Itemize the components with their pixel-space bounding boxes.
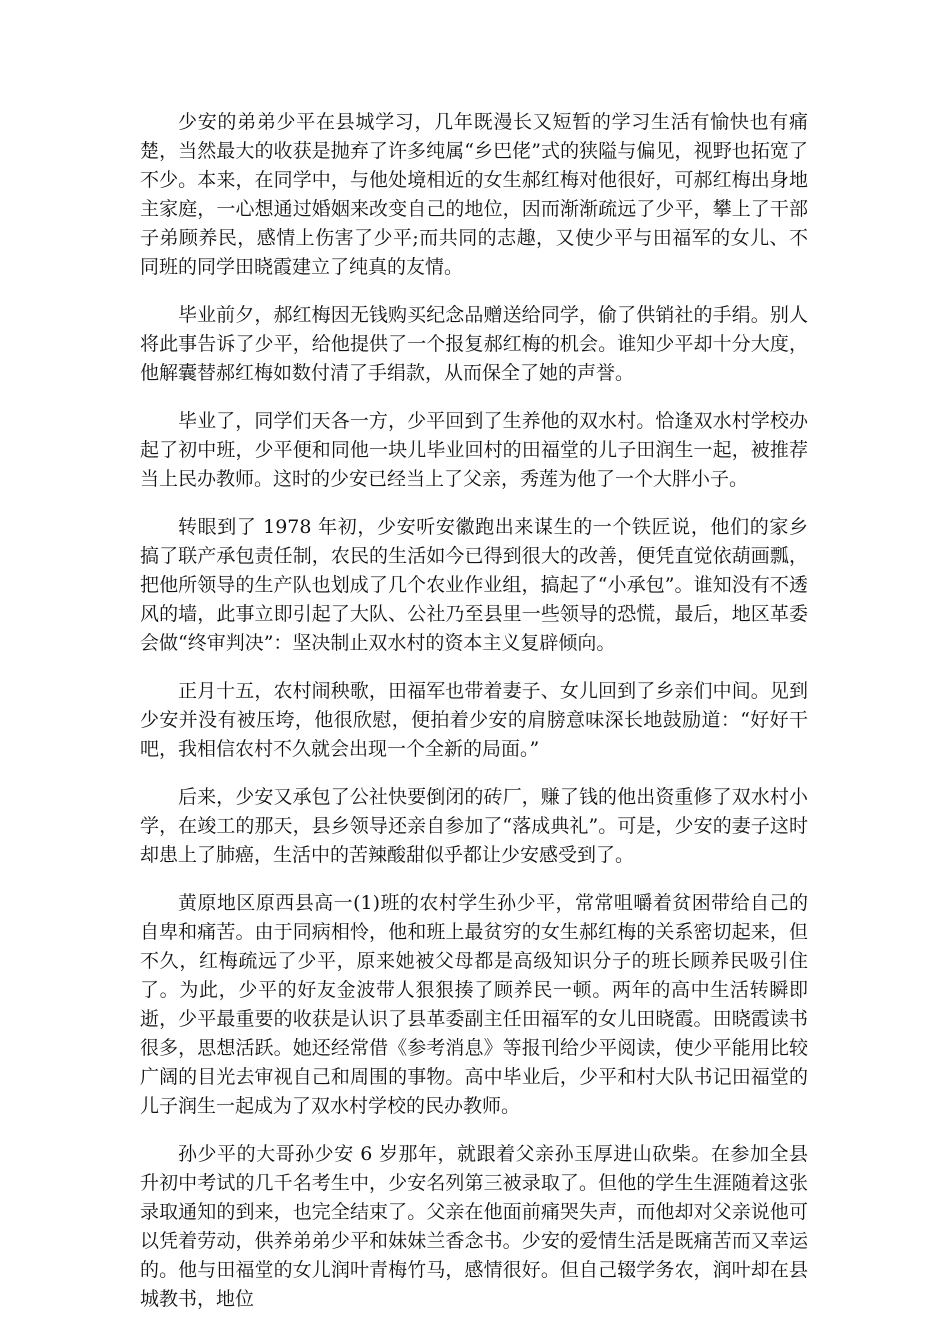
paragraph-6: 后来，少安又承包了公社快要倒闭的砖厂，赚了钱的他出资重修了双水村小学，在竣工的那天，县乡领导还亲自参加了“落成典礼”。可是，少安的妻子这时却患上了肺癌，生活中的苦辣酸甜似乎都让少安感受到了。 (140, 786, 808, 866)
paragraph-5: 正月十五，农村闹秧歌，田福军也带着妻子、女儿回到了乡亲们中间。见到少安并没有被压垮，他很欣慰，便拍着少安的肩膀意味深长地鼓励道：“好好干吧，我相信农村不久就会出现一个全新的局面。” (140, 680, 808, 760)
paragraph-8: 孙少平的大哥孙少安 6 岁那年，就跟着父亲孙玉厚进山砍柴。在参加全县升初中考试的几千名考生中，少安名列第三被录取了。但他的学生生涯随着这张录取通知的到来，也完全结束了。父亲在他面前痛哭失声，而他却对父亲说他可以凭着劳动，供养弟弟少平和妹妹兰香念书。少安的爱情生活是既痛苦而又幸运的。他与田福堂的女儿润叶青梅竹马，感情很好。但自己辍学务农，润叶却在县城教书，地位 (140, 1143, 808, 1310)
paragraph-3: 毕业了，同学们天各一方，少平回到了生养他的双水村。恰逢双水村学校办起了初中班，少平便和同他一块儿毕业回村的田福堂的儿子田润生一起，被推荐当上民办教师。这时的少安已经当上了父亲，秀莲为他了一个大胖小子。 (140, 410, 808, 490)
paragraph-4: 转眼到了 1978 年初，少安听安徽跑出来谋生的一个铁匠说，他们的家乡搞了联产承包责任制，农民的生活如今已得到很大的改善，便凭直觉依葫画瓢，把他所领导的生产队也划成了几个农业作业组，搞起了“小承包”。谁知没有不透风的墙，此事立即引起了大队、公社乃至县里一些领导的恐慌，最后，地区革委会做“终审判决”：坚决制止双水村的资本主义复辟倾向。 (140, 516, 808, 654)
document-body (140, 108, 808, 1333)
paragraph-1: 少安的弟弟少平在县城学习，几年既漫长又短暂的学习生活有愉快也有痛楚，当然最大的收获是抛弃了许多纯属“乡巴佬”式的狭隘与偏见，视野也拓宽了不少。本来，在同学中，与他处境相近的女生郝红梅对他很好，可郝红梅出身地主家庭，一心想通过婚姻来改变自己的地位，因而渐渐疏远了少平，攀上了干部子弟顾养民，感情上伤害了少平;而共同的志趣，又使少平与田福军的女儿、不同班的同学田晓霞建立了纯真的友情。 (140, 111, 808, 278)
paragraph-7: 黄原地区原西县高一(1)班的农村学生孙少平，常常咀嚼着贫困带给自己的自卑和痛苦。由于同病相怜，他和班上最贫穷的女生郝红梅的关系密切起来，但不久，红梅疏远了少平，原来她被父母都是高级知识分子的班长顾养民吸引住了。为此，少平的好友金波带人狠狠揍了顾养民一顿。两年的高中生活转瞬即逝，少平最重要的收获是认识了县革委副主任田福军的女儿田晓霞。田晓霞读书很多，思想活跃。她还经常借《参考消息》等报刊给少平阅读，使少平能用比较广阔的目光去审视自己和周围的事物。高中毕业后，少平和村大队书记田福堂的儿子润生一起成为了双水村学校的民办教师。 (140, 892, 808, 1117)
paragraph-2: 毕业前夕，郝红梅因无钱购买纪念品赠送给同学，偷了供销社的手绢。别人将此事告诉了少平，给他提供了一个报复郝红梅的机会。谁知少平却十分大度，他解囊替郝红梅如数付清了手绢款，从而保全了她的声誉。 (140, 304, 808, 384)
